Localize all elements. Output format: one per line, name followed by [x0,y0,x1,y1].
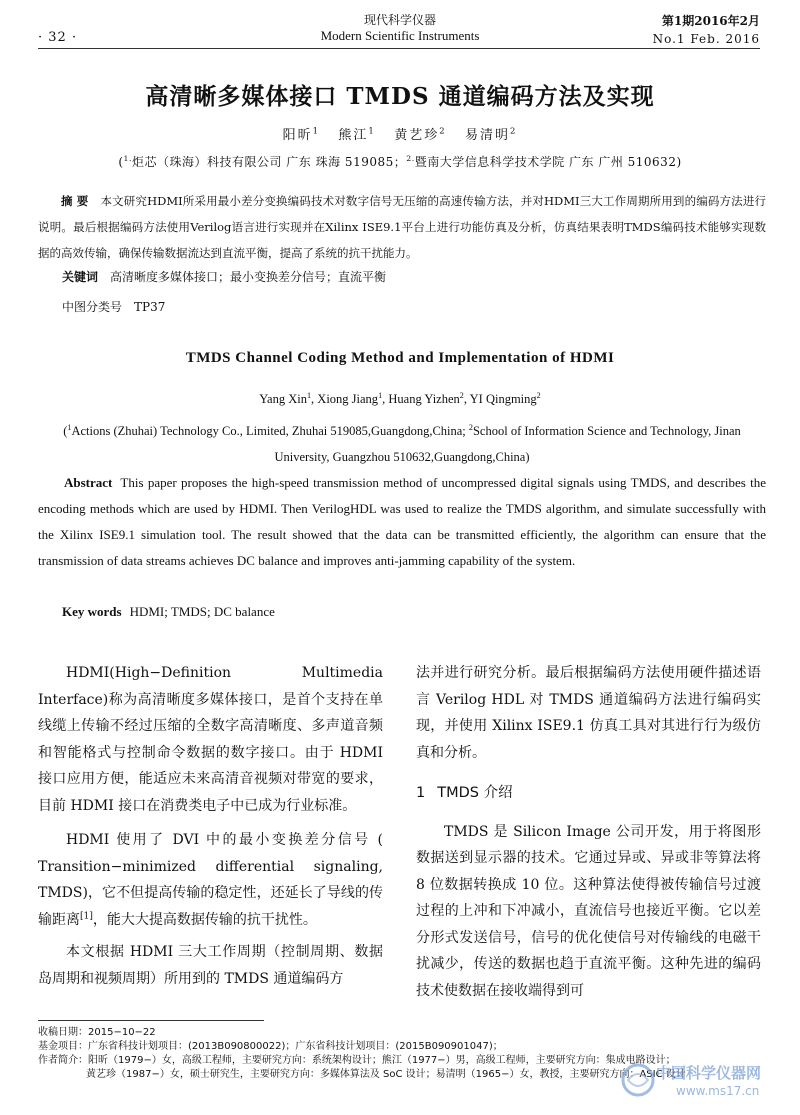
author-affil-mark: 1 [368,125,376,136]
body-column-left [38,660,383,998]
section-number: 1 [416,785,426,801]
affil-text: 炬芯（珠海）科技有限公司 广东 珠海 519085； [131,155,407,169]
body-text: ，能大大提高数据传输的抗干扰性。 [92,911,317,928]
affil-text-en: School of Information Science and Technology, Jinan University, Guangzhou 510632,Guangdong,China) [274,424,741,464]
journal-name-en: Modern Scientific Instruments [320,28,480,43]
paper-title-en: TMDS Channel Coding Method and Implementation of HDMI [185,350,615,366]
keywords-en [62,604,275,620]
abstract-label-en: Abstract [64,475,113,490]
watermark-url: www.ms17.cn [676,1084,760,1098]
footnote-bio: 作者简介：阳昕（1979−）女，高级工程师，主要研究方向：系统架构设计；熊江（1977−）男，高级工程师，主要研究方向：集成电路设计； [38,1055,676,1066]
affil-mark: 1 [67,422,72,432]
author-name: 阳昕 [282,128,313,143]
body-column-right [416,660,761,1010]
author-name: 黄艺珍 [394,128,440,143]
authors-en: Yang Xin$^1$, Xiong Jiang$^1$, Huang Yizhen$^2$, YI Qingming$^2$ [259,390,541,406]
globe-logo-icon [620,1062,656,1098]
body-text: HDMI 使用了 DVI 中的最小变换差分信号 ( Transition−minimized differential signaling, TMDS)，它不但提高传输的稳定性，还延长了导线的传输距离 [38,832,383,928]
keywords-text-en: HDMI; TMDS; DC balance [129,604,275,619]
body-paragraph: 法并进行研究分析。最后根据编码方法使用硬件描述语言 Verilog HDL 对 TMDS 通道编码方法进行编码实现，并使用 Xilinx ISE9.1 仿真工具对其进行行为级仿真和分析。 [416,665,761,761]
header-rule [38,48,760,49]
affiliation-en: ($^1$Actions (Zhuhai) Technology Co., Limited, Zhuhai 519085,Guangdong,China; $^2$School of Information Science and Technology, Jinan University, Guangzhou 510632,Guangdong,China) [63,422,741,464]
footnote-fund: 基金项目：广东省科技计划项目：(2013B090800022)；广东省科技计划项目：(2015B090901047)； [38,1041,503,1052]
author-affil-mark: 1 [306,390,312,400]
author-name: 熊江 [338,128,369,143]
authors-zh [0,124,800,143]
keywords-label-en: Key words [62,604,122,619]
citation-ref: [1] [80,910,93,921]
author-name: 易清明 [465,128,511,143]
author-affil-mark: 2 [459,390,464,400]
author-name-en: Huang Yizhen [388,392,460,406]
classification-code: TP37 [134,300,166,314]
watermark-text: 中国科学仪器网 [656,1064,762,1082]
affil-text-en: Actions (Zhuhai) Technology Co., Limited, Zhuhai 519085,Guangdong,China; [71,424,466,438]
author-affil-mark: 1 [312,125,320,136]
affil-paren: ( [118,155,124,169]
author-affil-mark: 2 [439,125,447,136]
author-name-en: YI Qingming [469,392,537,406]
abstract-text-zh: 本文研究HDMI所采用最小差分变换编码技术对数字信号无压缩的高速传输方法，并对HDMI三大工作周期所用到的编码方法进行说明。最后根据编码方法使用Verilog语言进行实现并在Xilinx ISE9.1平台上进行功能仿真及分析，仿真结果表明TMDS编码技术能够实现数据的高效传输，确保传输数据流达到直流平衡，提高了系统的抗干扰能力。 [38,194,766,260]
abstract-zh [38,188,766,266]
keywords-label-zh: 关键词 [62,270,99,284]
abstract-label-zh: 摘 要 [61,194,89,208]
affil-text: 暨南大学信息科学技术学院 广东 广州 510632) [414,155,682,169]
affil-mark: 2 [468,422,473,432]
footnote-received: 收稿日期：2015−10−22 [38,1027,156,1038]
paper-title-zh: 高清晰多媒体接口 TMDS 通道编码方法及实现 [145,83,655,110]
footnote-rule [38,1020,264,1021]
classification-zh [62,298,165,315]
issue-info-zh: 第1期2016年2月 [661,14,760,28]
abstract-en [38,470,766,574]
journal-name-zh: 现代科学仪器 [363,13,436,27]
footnote-bio-cont: 黄艺珍（1987−）女，硕士研究生，主要研究方向：多媒体算法及 SoC 设计；易清明（1965−）女，教授，主要研究方向：ASIC 设计 [86,1069,686,1080]
author-affil-mark: 1 [378,390,383,400]
abstract-text-en: This paper proposes the high-speed transmission method of uncompressed digital signals using TMDS, and describes the encoding methods which are used by HDMI. Then VerilogHDL was used to realize the TMDS algorithm, and simulate successfully with the Xilinx ISE9.1 simulation tool. The result showed that the data can be transmitted efficiently, the algorithm can ensure that the transmission of data streams achieves DC balance and improves anti-jamming capability of the system. [38,475,766,568]
author-name-en: Xiong Jiang [317,392,379,406]
author-affil-mark: 2 [510,125,518,136]
page-number: · 32 · [38,30,78,45]
affil-mark: 2. [406,154,415,163]
body-paragraph: TMDS 是 Silicon Image 公司开发，用于将图形数据送到显示器的技术。它通过异或、异或非等算法将 8 位数据转换成 10 位。这种算法使得被传输信号过渡过程的上冲和下冲减小，直流信号也接近平衡。它以差分形式发送信号，信号的优化使信号对传输线的电磁干扰减少，传送的数据也趋于直流平衡。这种先进的编码技术使数据在接收端得到可 [416,823,761,999]
keywords-text-zh: 高清晰度多媒体接口；最小变换差分信号；直流平衡 [110,270,387,284]
author-affil-mark: 2 [536,390,541,400]
affil-mark: 1. [123,154,132,163]
issue-info [653,12,760,48]
affiliation-zh [20,153,780,170]
section-heading [416,780,761,807]
body-paragraph: 本文根据 HDMI 三大工作周期（控制周期、数据岛周期和视频周期）所用到的 TMDS 通道编码方 [38,944,383,987]
journal-name [300,12,500,44]
body-paragraph: HDMI(High−Definition Multimedia Interface)称为高清晰度多媒体接口，是首个支持在单线缆上传输不经过压缩的全数字高清晰度、多声道音频和智能格式与控制命令数据的数字接口。由于 HDMI 接口应用方便，能适应未来高清音视频对带宽的要求，目前 HDMI 接口在消费类电子中已成为行业标准。 [38,665,383,814]
section-title: TMDS 介绍 [437,785,513,801]
issue-info-en: No.1 Feb. 2016 [652,32,760,46]
author-name-en: Yang Xin [259,392,307,406]
site-watermark [618,1058,788,1104]
keywords-zh [62,268,386,285]
body-paragraph [38,827,383,933]
classification-label: 中图分类号 [62,300,123,314]
